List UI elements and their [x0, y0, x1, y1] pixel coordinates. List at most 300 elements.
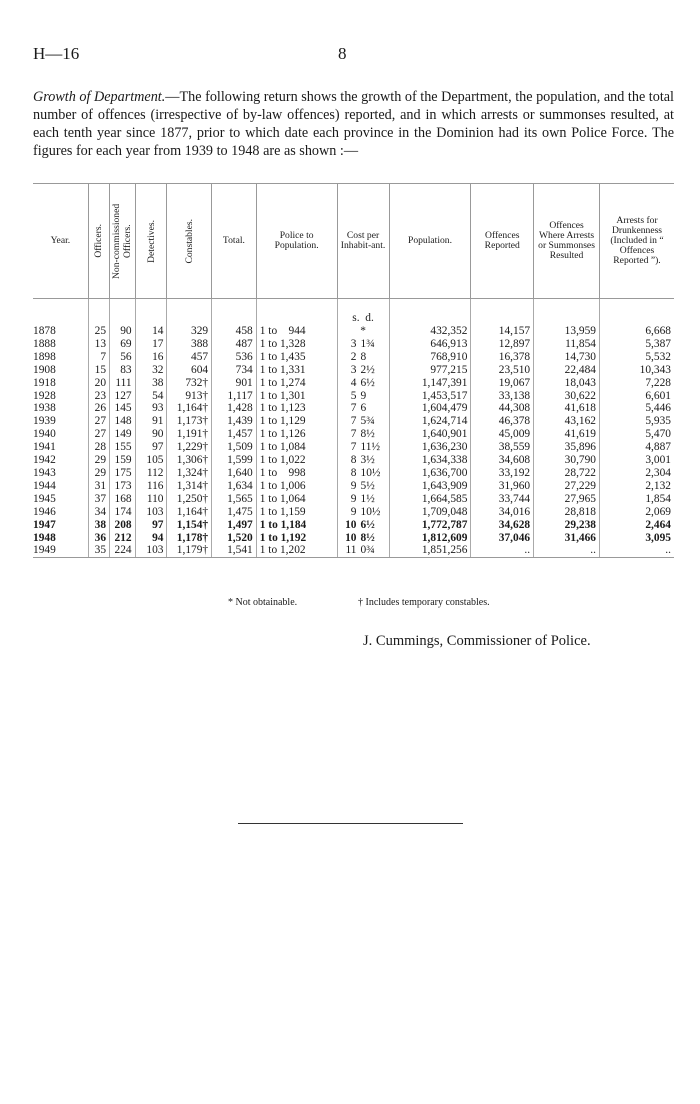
cell-year: 1908 [33, 364, 88, 377]
cell-population: 1,709,048 [389, 506, 471, 519]
cell-year: 1888 [33, 338, 88, 351]
cost-pence: 11½ [360, 441, 381, 454]
cell-year: 1945 [33, 493, 88, 506]
cell-constables: 732† [167, 377, 212, 390]
cell-offences-reported: 14,157 [471, 325, 534, 338]
cell-police-population: 1 to 1,274 [256, 377, 337, 390]
cell-detectives: 110 [135, 493, 167, 506]
cell-year: 1947 [33, 519, 88, 532]
cell-offences-arrests: 13,959 [534, 325, 600, 338]
header-detectives [135, 184, 167, 299]
cell-detectives: 103 [135, 544, 167, 557]
cell-constables: 604 [167, 364, 212, 377]
cell-total: 1,520 [212, 532, 257, 545]
cell-offences-arrests: 14,730 [534, 351, 600, 364]
cell-officers: 23 [88, 390, 109, 403]
cost-shillings: 8 [350, 466, 357, 479]
cell-drunkenness: 2,132 [645, 479, 671, 492]
horizontal-rule [238, 823, 463, 824]
cell-cost [337, 377, 389, 390]
cell-year: 1944 [33, 480, 88, 493]
cell-population: 1,640,901 [389, 428, 471, 441]
cell-offences-arrests: 43,162 [534, 415, 600, 428]
cell-drunkenness: 6,668 [645, 325, 671, 337]
table-row [33, 325, 674, 338]
cell-nco: 90 [110, 325, 136, 338]
cell-year: 1948 [33, 532, 88, 545]
cell-year: 1941 [33, 441, 88, 454]
header-population: Population. [389, 184, 471, 299]
signature: J. Cummings, Commissioner of Police. [363, 633, 591, 649]
cost-pence: 2½ [360, 363, 375, 376]
cell-offences-arrests: 22,484 [534, 364, 600, 377]
cell-nco: 174 [110, 506, 136, 519]
cell-total: 1,634 [212, 480, 257, 493]
cost-pence: 8½ [360, 531, 375, 544]
cell-detectives: 94 [135, 532, 167, 545]
cell-constables: 1,154† [167, 519, 212, 532]
header-detectives-label: Detectives. [145, 219, 157, 263]
cell-nco: 127 [110, 390, 136, 403]
cell-offences-arrests: 30,790 [534, 454, 600, 467]
cell-drunkenness: 5,446 [645, 402, 671, 415]
table-row [33, 519, 674, 532]
cell-detectives: 54 [135, 390, 167, 403]
cell-officers: 7 [88, 351, 109, 364]
cost-pence: 6 [360, 402, 367, 415]
cell-total: 458 [212, 325, 257, 338]
cell-constables: 1,178† [167, 532, 212, 545]
cell-total: 487 [212, 338, 257, 351]
cell-officers: 29 [88, 454, 109, 467]
cost-pence: 1¾ [360, 337, 375, 350]
cell-total: 901 [212, 377, 257, 390]
cell-constables: 388 [167, 338, 212, 351]
cell-cost [337, 338, 389, 351]
cell-officers: 34 [88, 506, 109, 519]
cell-population: 1,604,479 [389, 402, 471, 415]
footnote-temporary-constables: † Includes temporary constables. [358, 597, 490, 608]
cell-total: 1,439 [212, 415, 257, 428]
cell-officers: 27 [88, 428, 109, 441]
cell-drunkenness: 2,464 [645, 518, 671, 531]
cell-offences-reported: 46,378 [471, 415, 534, 428]
intro-paragraph [33, 88, 674, 160]
cell-population: 432,352 [389, 325, 471, 338]
cell-population: 977,215 [389, 364, 471, 377]
header-officers [88, 184, 109, 299]
table-row [33, 493, 674, 506]
cell-constables: 1,314† [167, 480, 212, 493]
cell-total: 1,457 [212, 428, 257, 441]
cell-population: 1,812,609 [389, 532, 471, 545]
cell-nco: 212 [110, 532, 136, 545]
cost-pence: 10½ [360, 466, 381, 479]
cell-population: 1,453,517 [389, 390, 471, 403]
cell-constables: 913† [167, 390, 212, 403]
cell-cost [337, 415, 389, 428]
header-total: Total. [212, 184, 257, 299]
cell-nco: 69 [110, 338, 136, 351]
cell-offences-reported: 33,744 [471, 493, 534, 506]
cell-total: 536 [212, 351, 257, 364]
cell-population: 1,772,787 [389, 519, 471, 532]
cell-nco: 111 [110, 377, 136, 390]
cell-nco: 149 [110, 428, 136, 441]
header-row [33, 184, 674, 299]
cell-drunkenness: 2,304 [645, 466, 671, 479]
cost-shillings: 7 [350, 441, 357, 454]
cell-detectives: 112 [135, 467, 167, 480]
cell-offences-arrests: 35,896 [534, 441, 600, 454]
cell-cost [337, 441, 389, 454]
cell-drunkenness: 10,343 [639, 363, 671, 376]
footnote-not-obtainable: * Not obtainable. [228, 597, 298, 608]
cell-year: 1940 [33, 428, 88, 441]
cell-police-population: 1 to 1,084 [256, 441, 337, 454]
cell-constables: 329 [167, 325, 212, 338]
cell-population: 1,636,230 [389, 441, 471, 454]
table-row [33, 402, 674, 415]
cell-police-population: 1 to 1,328 [256, 338, 337, 351]
cell-cost [337, 390, 389, 403]
cell-offences-reported: 33,138 [471, 390, 534, 403]
cell-detectives: 91 [135, 415, 167, 428]
cell-offences-reported: 23,510 [471, 364, 534, 377]
cell-population: 1,851,256 [389, 544, 471, 557]
cell-total: 1,599 [212, 454, 257, 467]
cell-detectives: 93 [135, 402, 167, 415]
cell-nco: 155 [110, 441, 136, 454]
cell-nco: 224 [110, 544, 136, 557]
table-row [33, 532, 674, 545]
cell-cost: * [337, 325, 389, 338]
table-row [33, 390, 674, 403]
cell-drunkenness: 5,387 [645, 337, 671, 350]
cell-year: 1939 [33, 415, 88, 428]
cost-pence: 8½ [360, 428, 375, 441]
table-row [33, 454, 674, 467]
table-row [33, 467, 674, 480]
cell-detectives: 38 [135, 377, 167, 390]
table-row [33, 364, 674, 377]
cell-nco: 148 [110, 415, 136, 428]
cell-offences-reported: 12,897 [471, 338, 534, 351]
cell-police-population: 1 to 1,331 [256, 364, 337, 377]
cost-pence: 9 [360, 389, 367, 402]
cell-offences-reported: 45,009 [471, 428, 534, 441]
cost-shillings: 9 [350, 492, 357, 505]
spacer-row [33, 299, 674, 312]
table-row [33, 377, 674, 390]
cost-shillings: 9 [350, 479, 357, 492]
cell-officers: 15 [88, 364, 109, 377]
cell-officers: 37 [88, 493, 109, 506]
cell-population: 1,147,391 [389, 377, 471, 390]
cell-nco: 56 [110, 351, 136, 364]
cell-constables: 1,179† [167, 544, 212, 557]
cell-police-population: 1 to 1,202 [256, 544, 337, 557]
cell-police-population: 1 to 1,064 [256, 493, 337, 506]
cell-offences-reported: 34,016 [471, 506, 534, 519]
cost-shillings: 9 [350, 505, 357, 518]
page-id: H—16 [33, 44, 80, 63]
cell-officers: 31 [88, 480, 109, 493]
cell-officers: 28 [88, 441, 109, 454]
cost-shillings: 5 [350, 389, 357, 402]
cost-pence: 6½ [360, 376, 375, 389]
cell-offences-arrests: 29,238 [534, 519, 600, 532]
cost-shillings: 10 [345, 531, 357, 544]
cell-cost [337, 454, 389, 467]
cell-nco: 145 [110, 402, 136, 415]
cell-drunkenness: 7,228 [645, 376, 671, 389]
header-year: Year. [33, 184, 88, 299]
cost-pence: 5¾ [360, 415, 375, 428]
cell-detectives: 97 [135, 441, 167, 454]
cell-total: 1,497 [212, 519, 257, 532]
cell-constables: 1,164† [167, 506, 212, 519]
cell-total: 1,640 [212, 467, 257, 480]
header-offences-reported: Offences Reported [471, 184, 534, 299]
header-constables [167, 184, 212, 299]
cell-constables: 457 [167, 351, 212, 364]
cost-shillings: 3 [350, 363, 357, 376]
cost-units [337, 311, 389, 325]
cell-year: 1918 [33, 377, 88, 390]
cell-drunkenness: 1,854 [645, 492, 671, 505]
cell-year: 1949 [33, 544, 88, 557]
cell-police-population: 1 to 944 [256, 325, 337, 338]
cell-drunkenness: 6,601 [645, 389, 671, 402]
cost-shillings: 4 [350, 376, 357, 389]
cell-cost [337, 364, 389, 377]
table-row [33, 415, 674, 428]
header-police-population: Police to Population. [256, 184, 337, 299]
cell-cost [337, 402, 389, 415]
cell-nco: 208 [110, 519, 136, 532]
cell-year: 1942 [33, 454, 88, 467]
cell-offences-arrests: 28,818 [534, 506, 600, 519]
cost-pence: 8 [360, 350, 367, 363]
cell-offences-arrests: 31,466 [534, 532, 600, 545]
page-number: 8 [338, 44, 347, 63]
cell-population: 768,910 [389, 351, 471, 364]
cell-police-population: 1 to 1,022 [256, 454, 337, 467]
cell-cost [337, 519, 389, 532]
cell-officers: 38 [88, 519, 109, 532]
cell-detectives: 103 [135, 506, 167, 519]
cell-offences-arrests: 41,618 [534, 402, 600, 415]
cell-police-population: 1 to 1,301 [256, 390, 337, 403]
cell-detectives: 14 [135, 325, 167, 338]
cell-population: 1,636,700 [389, 467, 471, 480]
cell-detectives: 32 [135, 364, 167, 377]
header-officers-label: Officers. [93, 224, 105, 258]
cell-nco: 83 [110, 364, 136, 377]
cost-pence: 3½ [360, 454, 375, 467]
cell-officers: 29 [88, 467, 109, 480]
cell-year: 1878 [33, 325, 88, 338]
cell-offences-arrests: 11,854 [534, 338, 600, 351]
cell-offences-reported: 19,067 [471, 377, 534, 390]
cell-offences-arrests: .. [534, 544, 600, 557]
cell-police-population: 1 to 998 [256, 467, 337, 480]
cost-unit-d: d. [365, 311, 374, 324]
cell-offences-reported: 44,308 [471, 402, 534, 415]
cell-cost [337, 467, 389, 480]
cell-nco: 159 [110, 454, 136, 467]
cell-drunkenness: 3,095 [645, 531, 671, 544]
cell-detectives: 116 [135, 480, 167, 493]
cell-police-population: 1 to 1,184 [256, 519, 337, 532]
cell-police-population: 1 to 1,435 [256, 351, 337, 364]
cell-offences-reported: 31,960 [471, 480, 534, 493]
cell-officers: 26 [88, 402, 109, 415]
cell-constables: 1,306† [167, 454, 212, 467]
cell-cost [337, 428, 389, 441]
cost-pence: 5½ [360, 479, 375, 492]
cell-cost [337, 351, 389, 364]
cell-total: 1,509 [212, 441, 257, 454]
cell-officers: 13 [88, 338, 109, 351]
cost-shillings: 7 [350, 402, 357, 415]
table-row [33, 441, 674, 454]
cell-year: 1898 [33, 351, 88, 364]
cost-shillings: 2 [350, 350, 357, 363]
cell-offences-reported: 34,628 [471, 519, 534, 532]
table-row [33, 506, 674, 519]
cell-offences-arrests: 18,043 [534, 377, 600, 390]
cell-nco: 175 [110, 467, 136, 480]
cell-year: 1943 [33, 467, 88, 480]
cell-detectives: 17 [135, 338, 167, 351]
header-offences-arrests: Offences Where Arrests or Summonses Resulted [534, 184, 600, 299]
cell-total: 1,428 [212, 402, 257, 415]
table-row [33, 351, 674, 364]
cell-officers: 36 [88, 532, 109, 545]
cell-cost [337, 532, 389, 545]
cell-population: 1,664,585 [389, 493, 471, 506]
cell-offences-arrests: 27,965 [534, 493, 600, 506]
cell-population: 646,913 [389, 338, 471, 351]
cell-cost [337, 506, 389, 519]
cell-detectives: 90 [135, 428, 167, 441]
cell-drunkenness: .. [600, 544, 675, 557]
cost-shillings: 10 [345, 518, 357, 531]
cell-drunkenness: 4,887 [645, 441, 671, 454]
cell-police-population: 1 to 1,159 [256, 506, 337, 519]
header-cost: Cost per Inhabit-ant. [337, 184, 389, 299]
cell-nco: 173 [110, 480, 136, 493]
cell-offences-arrests: 41,619 [534, 428, 600, 441]
cell-officers: 27 [88, 415, 109, 428]
cost-pence: 0¾ [360, 544, 375, 557]
cell-offences-reported: 38,559 [471, 441, 534, 454]
cell-population: 1,643,909 [389, 480, 471, 493]
cost-shillings: 8 [350, 454, 357, 467]
cost-pence: 10½ [360, 505, 381, 518]
cell-officers: 25 [88, 325, 109, 338]
cost-units-row [33, 311, 674, 325]
header-nco-label: Non-commissioned Officers. [111, 203, 134, 279]
table-row [33, 338, 674, 351]
cell-year: 1946 [33, 506, 88, 519]
cell-cost [337, 493, 389, 506]
cell-offences-reported: 37,046 [471, 532, 534, 545]
cell-drunkenness: 3,001 [645, 454, 671, 467]
cost-pence: 1½ [360, 492, 375, 505]
cell-officers: 35 [88, 544, 109, 557]
cell-year: 1928 [33, 390, 88, 403]
cell-constables: 1,229† [167, 441, 212, 454]
cell-offences-arrests: 28,722 [534, 467, 600, 480]
cell-year: 1938 [33, 402, 88, 415]
cell-constables: 1,250† [167, 493, 212, 506]
table-row [33, 544, 674, 557]
cell-police-population: 1 to 1,126 [256, 428, 337, 441]
cell-offences-arrests: 30,622 [534, 390, 600, 403]
cell-drunkenness: 2,069 [645, 505, 671, 518]
cost-pence: 6½ [360, 518, 375, 531]
cell-police-population: 1 to 1,192 [256, 532, 337, 545]
cost-unit-s: s. [352, 311, 360, 324]
cell-police-population: 1 to 1,006 [256, 480, 337, 493]
header-nco [110, 184, 136, 299]
cost-shillings: 7 [350, 428, 357, 441]
cost-shillings: 3 [350, 337, 357, 350]
table-row [33, 428, 674, 441]
cell-total: 734 [212, 364, 257, 377]
cell-constables: 1,324† [167, 467, 212, 480]
cell-total: 1,541 [212, 544, 257, 557]
cell-population: 1,624,714 [389, 415, 471, 428]
cell-drunkenness: 5,935 [645, 415, 671, 428]
cell-constables: 1,191† [167, 428, 212, 441]
cell-total: 1,117 [212, 390, 257, 403]
cell-offences-reported: .. [471, 544, 534, 557]
cell-population: 1,634,338 [389, 454, 471, 467]
cell-drunkenness: 5,532 [645, 350, 671, 363]
cell-officers: 20 [88, 377, 109, 390]
header-constables-label: Constables. [183, 218, 195, 264]
cell-offences-arrests: 27,229 [534, 480, 600, 493]
cell-nco: 168 [110, 493, 136, 506]
cell-constables: 1,164† [167, 402, 212, 415]
cell-cost [337, 544, 389, 557]
cell-total: 1,565 [212, 493, 257, 506]
intro-lead: Growth of Department. [33, 89, 166, 105]
intro-text: —The following return shows the growth of the Department, the population, and the total number of offences (irrespective of by-law offences) reported, and in which arrests or summonses resulted, at each tenth year since 1877, prior to which date each province in the Dominion had its own Police Force. The figures for each year from 1939 to 1948 are as shown :— [33, 89, 675, 159]
cell-detectives: 105 [135, 454, 167, 467]
cell-offences-reported: 16,378 [471, 351, 534, 364]
cell-police-population: 1 to 1,129 [256, 415, 337, 428]
cell-detectives: 16 [135, 351, 167, 364]
cell-total: 1,475 [212, 506, 257, 519]
cell-cost [337, 480, 389, 493]
cell-detectives: 97 [135, 519, 167, 532]
table-row [33, 480, 674, 493]
growth-table [33, 183, 674, 558]
cell-police-population: 1 to 1,123 [256, 402, 337, 415]
header-drunkenness: Arrests for Drunkenness (Included in “ Offences Reported ”). [600, 184, 675, 299]
cell-offences-reported: 33,192 [471, 467, 534, 480]
cost-shillings: 11 [345, 544, 357, 557]
cell-offences-reported: 34,608 [471, 454, 534, 467]
cost-shillings: 7 [350, 415, 357, 428]
cell-drunkenness: 5,470 [645, 428, 671, 441]
cell-constables: 1,173† [167, 415, 212, 428]
